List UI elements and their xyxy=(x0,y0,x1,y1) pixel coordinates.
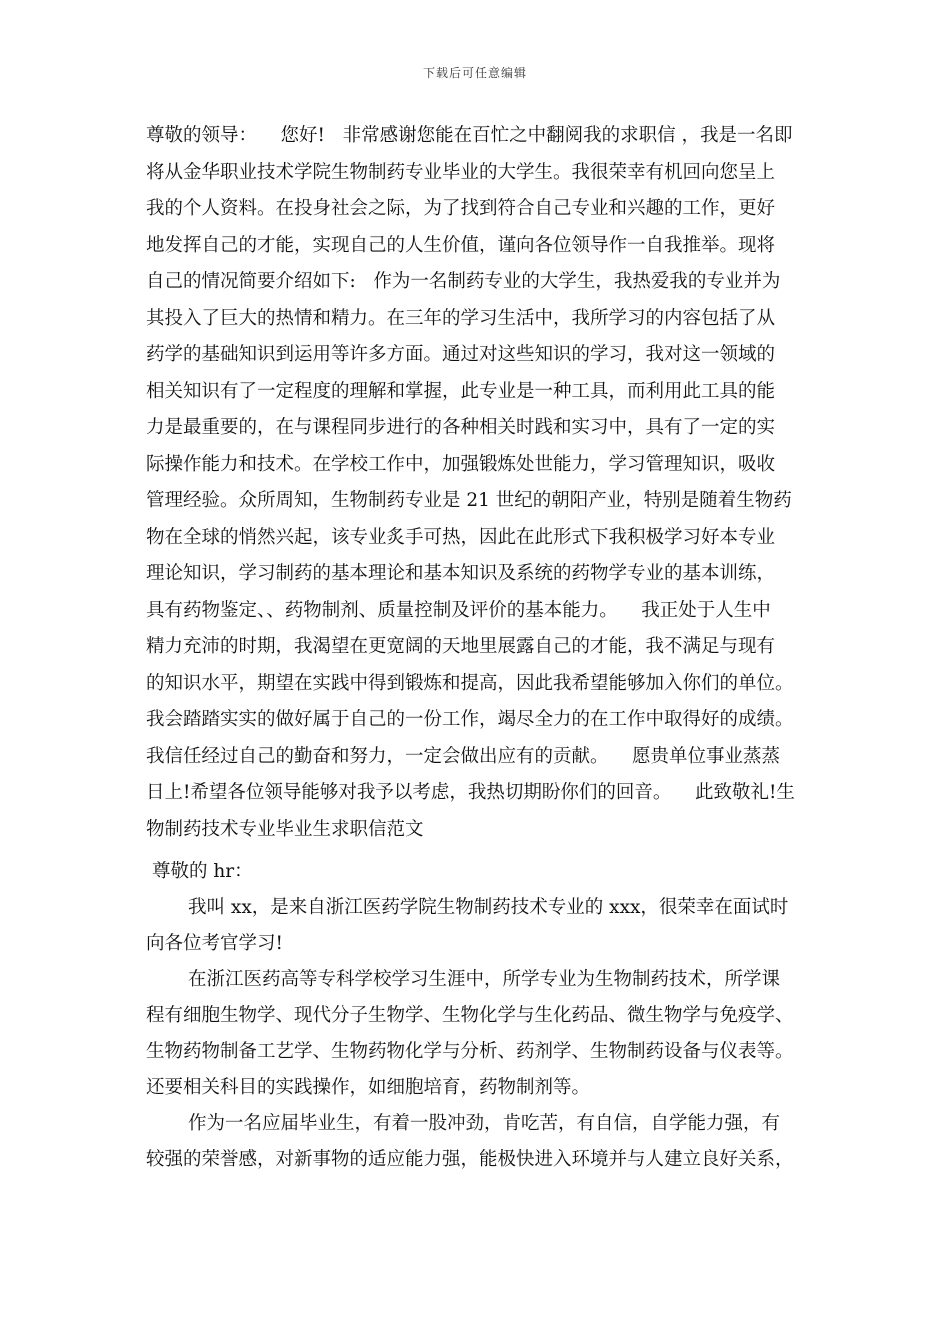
text-line: 精力充沛的时期，我渴望在更宽阔的天地里展露自己的才能，我不满足与现有 xyxy=(146,636,776,657)
text-line: 物在全球的悄然兴起，该专业炙手可热，因此在此形式下我积极学习好本专业 xyxy=(146,526,776,548)
paragraph-line: 生物药物制备工艺学、生物药物化学与分析、药剂学、生物制药设备与仪表等。 xyxy=(146,1041,794,1062)
paragraph-line: 在浙江医药高等专科学校学习生涯中，所学专业为生物制药技术，所学课 xyxy=(188,969,781,990)
text-line: 的知识水平，期望在实践中得到锻炼和提高，因此我希望能够加入你们的单位。 xyxy=(146,672,794,694)
text-line: 我的个人资料。在投身社会之际，为了找到符合自己专业和兴趣的工作，更好 xyxy=(146,198,776,219)
text-line: 自己的情况简要介绍如下: 作为一名制药专业的大学生，我热爱我的专业并为 xyxy=(146,271,781,292)
paragraph-line: 向各位考官学习! xyxy=(146,933,283,954)
text-line: 地发挥自己的才能，实现自己的人生价值，谨向各位领导作一自我推举。现将 xyxy=(146,234,776,256)
header-note: 下载后可任意编辑 xyxy=(422,66,527,80)
text-line: 理论知识，学习制药的基本理论和基本知识及系统的药物学专业的基本训练， xyxy=(146,563,776,584)
text-line: 相关知识有了一定程度的理解和掌握，此专业是一种工具，而利用此工具的能 xyxy=(146,380,776,402)
text-line: 际操作能力和技术。在学校工作中，加强锻炼处世能力，学习管理知识，吸收 xyxy=(146,453,776,475)
paragraph-line: 程有细胞生物学、现代分子生物学、生物化学与生化药品、微生物学与免疫学、 xyxy=(146,1005,794,1026)
text-line: 药学的基础知识到运用等许多方面。通过对这些知识的学习，我对这一领域的 xyxy=(146,344,776,365)
text-line: 尊敬的领导： 您好! 非常感谢您能在百忙之中翻阅我的求职信 ，我是一名即 xyxy=(146,125,793,146)
text-line: 我会踏踏实实的做好属于自己的一份工作，竭尽全力的在工作中取得好的成绩。 xyxy=(146,709,794,730)
text-line: 其投入了巨大的热情和精力。在三年的学习生活中，我所学习的内容包括了从 xyxy=(146,307,776,329)
paragraph-line: 作为一名应届毕业生，有着一股冲劲，肯吃苦，有自信，自学能力强，有 xyxy=(188,1113,781,1134)
text-line: 日上!希望各位领导能够对我予以考虑，我热切期盼你们的回音。 此致敬礼!生 xyxy=(146,782,795,803)
text-line: 我信任经过自己的勤奋和努力，一定会做出应有的贡献。 愿贵单位事业蒸蒸 xyxy=(146,745,781,767)
text-line: 力是最重要的，在与课程同步进行的各种相关时践和实习中，具有了一定的实 xyxy=(146,417,776,438)
text-line: 将从金华职业技术学院生物制药专业毕业的大学生。我很荣幸有机回向您呈上 xyxy=(146,161,776,183)
text-line: 具有药物鉴定、、药物制剂、质量控制及评价的基本能力。 我正处于人生中 xyxy=(146,599,771,621)
paragraph-line: 还要相关科目的实践操作，如细胞培育，药物制剂等。 xyxy=(146,1077,591,1098)
greeting: 尊敬的 hr： xyxy=(152,861,253,882)
text-line: 物制药技术专业毕业生求职信范文 xyxy=(146,818,424,840)
second-letter xyxy=(146,854,826,1178)
paragraph-line: 我叫 xx，是来自浙江医药学院生物制药技术专业的 xxx，很荣幸在面试时 xyxy=(188,897,789,918)
paragraph-line: 较强的荣誉感，对新事物的适应能力强，能极快进入环境并与人建立良好关系， xyxy=(146,1149,794,1170)
text-line: 管理经验。众所周知，生物制药专业是 21 世纪的朝阳产业，特别是随着生物药 xyxy=(146,490,792,511)
letter-body xyxy=(146,118,816,848)
